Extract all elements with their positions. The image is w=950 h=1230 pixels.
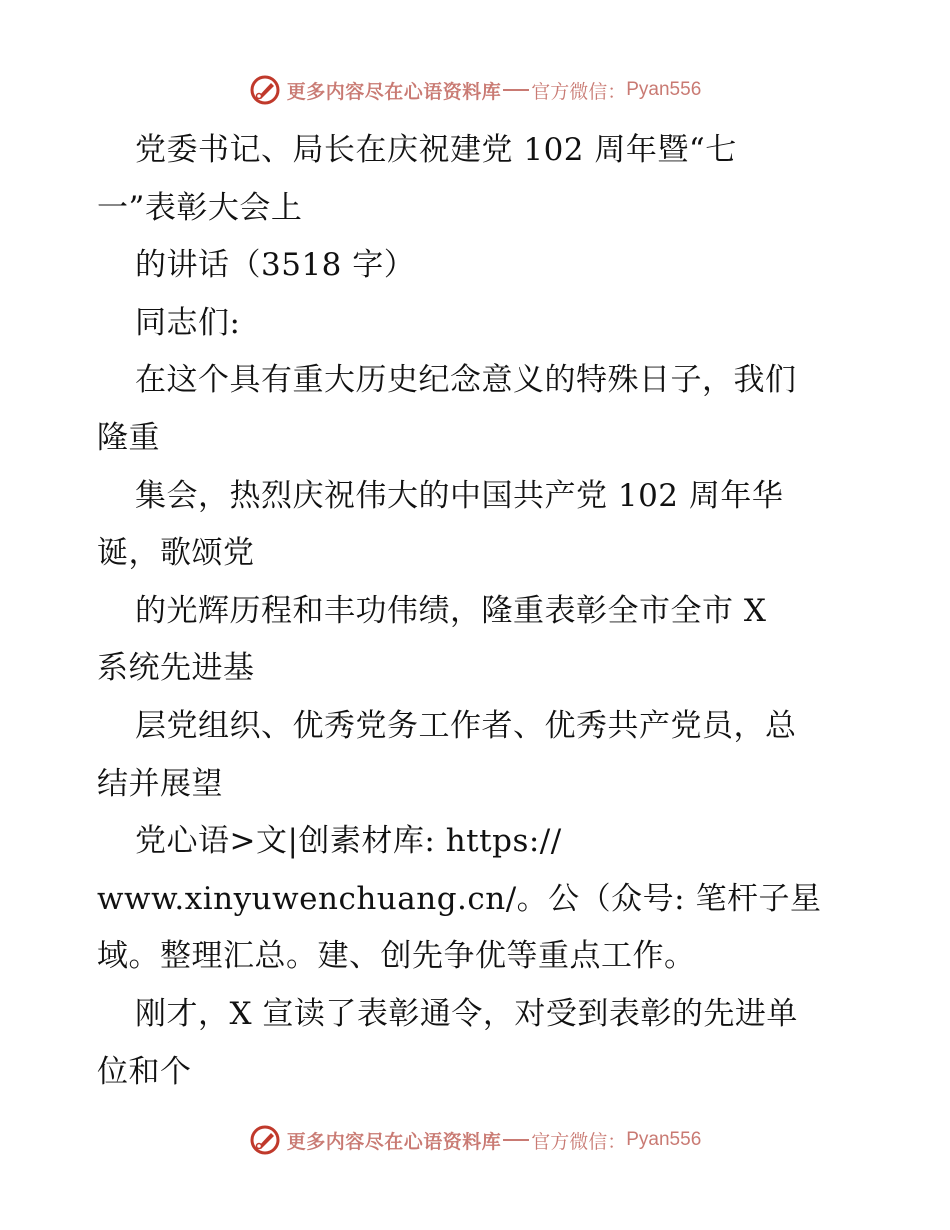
- document-line: 集会，热烈庆祝伟大的中国共产党 102 周年华: [135, 477, 784, 514]
- document-line: 层党组织、优秀党务工作者、优秀共产党员，总: [135, 707, 797, 744]
- document-line: 同志们:: [135, 304, 241, 341]
- document-line: 系统先进基: [97, 650, 255, 687]
- document-line: 诞，歌颂党: [97, 535, 255, 572]
- banner-wechat-label: 官方微信：: [531, 1130, 627, 1153]
- banner-wechat-id: Pyan556: [626, 79, 702, 100]
- document-line: 党心语>文|创素材库: https://: [135, 823, 562, 860]
- pen-logo-icon: [249, 74, 281, 106]
- document-line: 域。整理汇总。建、创先争优等重点工作。: [97, 938, 696, 975]
- banner-slogan: 更多内容尽在心语资料库: [286, 1130, 502, 1153]
- banner-slogan: 更多内容尽在心语资料库: [286, 80, 502, 103]
- footer-banner: [0, 1120, 950, 1160]
- banner-dash: [503, 89, 529, 91]
- pen-logo-icon: [249, 1124, 281, 1156]
- document-line: 的光辉历程和丰功伟绩，隆重表彰全市全市 X: [135, 592, 767, 629]
- document-line: 位和个: [97, 1053, 192, 1090]
- document-body: [97, 122, 857, 1101]
- document-line: 结并展望: [97, 765, 223, 802]
- banner-dash: [503, 1139, 529, 1141]
- document-line: www.xinyuwenchuang.cn/。公（众号: 笔杆子星: [97, 880, 822, 917]
- document-line: 隆重: [97, 419, 160, 456]
- document-line: 刚才，X 宣读了表彰通令，对受到表彰的先进单: [135, 995, 798, 1032]
- banner-wechat-label: 官方微信：: [531, 80, 627, 103]
- document-line: 一”表彰大会上: [97, 189, 303, 226]
- document-line: 的讲话（3518 字）: [135, 247, 416, 284]
- document-line: 在这个具有重大历史纪念意义的特殊日子，我们: [135, 362, 797, 399]
- document-line: 党委书记、局长在庆祝建党 102 周年暨“七: [135, 132, 737, 168]
- header-banner: [0, 70, 950, 110]
- banner-wechat-id: Pyan556: [626, 1129, 702, 1150]
